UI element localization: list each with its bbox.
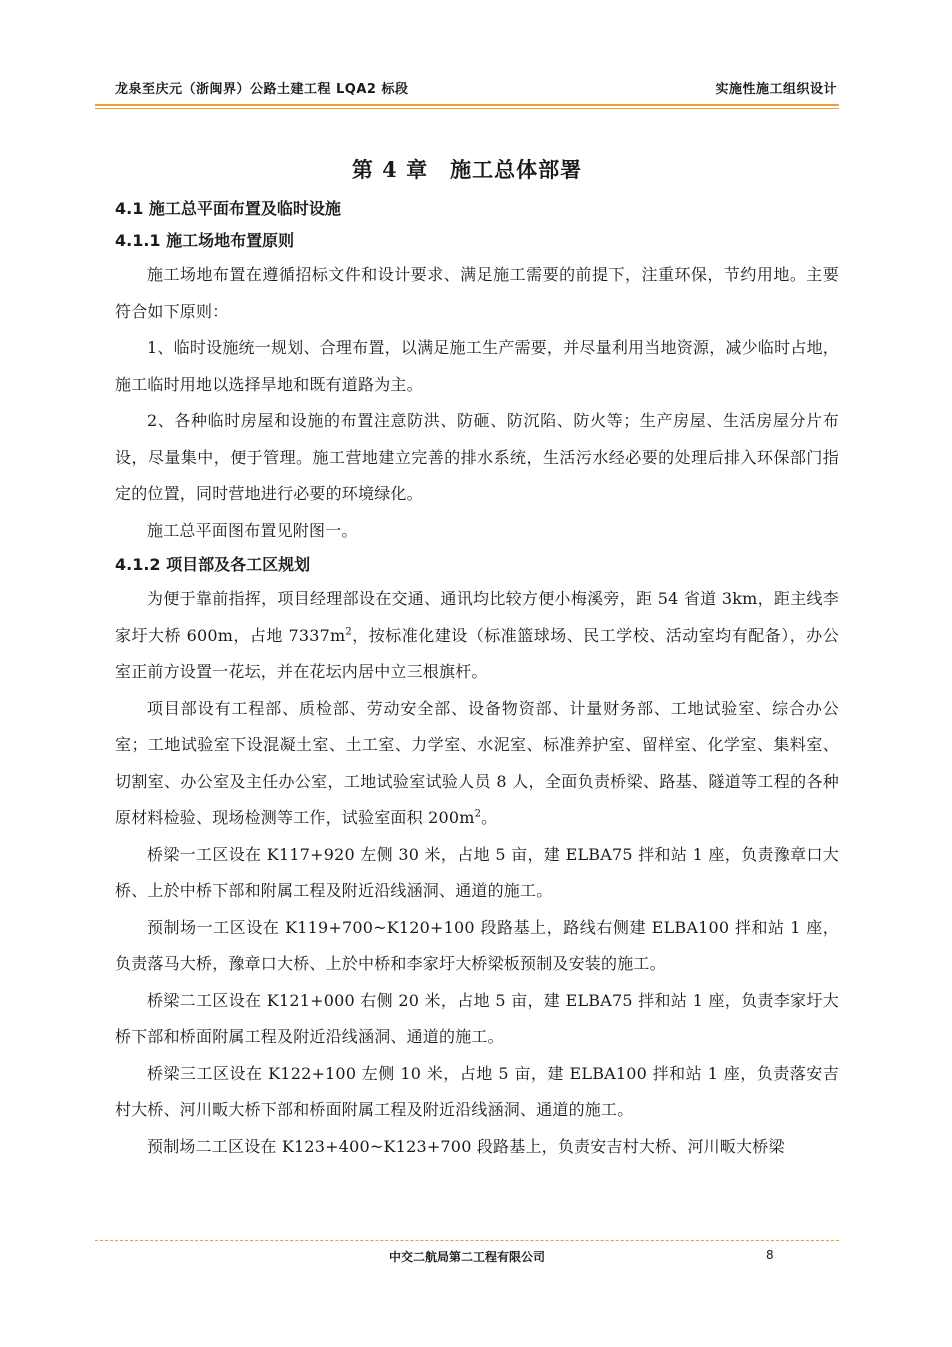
header-rule bbox=[95, 104, 839, 106]
paragraph: 预制场二工区设在 K123+400~K123+700 段路基上，负责安吉村大桥、河川畈大桥梁 bbox=[147, 1136, 785, 1156]
page-header bbox=[115, 76, 837, 100]
page-number: 8 bbox=[766, 1248, 774, 1262]
paragraph bbox=[115, 691, 839, 837]
paragraph-text: 为便于靠前指挥，项目经理部设在交通、通讯均比较方便小梅溪旁，距 54 省道 3km，距主线李家圩大桥 600m，占地 7337m bbox=[115, 589, 839, 645]
paragraph bbox=[115, 581, 839, 691]
paragraph: 施工总平面图布置见附图一。 bbox=[147, 520, 358, 540]
footer-company: 中交二航局第二工程有限公司 bbox=[388, 1250, 545, 1264]
document-body bbox=[115, 193, 839, 1165]
paragraph-text: 。 bbox=[481, 808, 498, 827]
paragraph: 桥梁二工区设在 K121+000 右侧 20 米，占地 5 亩，建 ELBA75 拌和站 1 座，负责李家圩大桥下部和桥面附属工程及附近沿线涵洞、通道的施工。 bbox=[115, 990, 839, 1046]
footer-rule bbox=[95, 1240, 839, 1241]
chapter-title: 第 4 章 施工总体部署 bbox=[351, 157, 583, 182]
paragraph: 1、临时设施统一规划、合理布置，以满足施工生产需要，并尽量利用当地资源，减少临时占地，施工临时用地以选择旱地和既有道路为主。 bbox=[115, 338, 839, 394]
paragraph: 桥梁三工区设在 K122+100 左侧 10 米，占地 5 亩，建 ELBA100 拌和站 1 座，负责落安吉村大桥、河川畈大桥下部和桥面附属工程及附近沿线涵洞、通道的施工。 bbox=[115, 1063, 839, 1119]
header-document-type: 实施性施工组织设计 bbox=[715, 82, 837, 97]
paragraph: 桥梁一工区设在 K117+920 左侧 30 米，占地 5 亩，建 ELBA75 拌和站 1 座，负责豫章口大桥、上於中桥下部和附属工程及附近沿线涵洞、通道的施工。 bbox=[115, 844, 839, 900]
section-heading-4-1-1: 4.1.1 施工场地布置原则 bbox=[115, 231, 295, 250]
header-rule-thin bbox=[95, 108, 839, 109]
section-heading-4-1-2: 4.1.2 项目部及各工区规划 bbox=[115, 555, 311, 574]
paragraph-text: ，按标准化建设（标准篮球场、民工学校、活动室均有配备），办公室正前方设置一花坛，并在花坛内居中立三根旗杆。 bbox=[115, 625, 839, 681]
paragraph: 2、各种临时房屋和设施的布置注意防洪、防砸、防沉陷、防火等；生产房屋、生活房屋分片布设，尽量集中，便于管理。施工营地建立完善的排水系统，生活污水经必要的处理后排入环保部门指定的位置，同时营地进行必要的环境绿化。 bbox=[115, 411, 839, 503]
paragraph-text: 项目部设有工程部、质检部、劳动安全部、设备物资部、计量财务部、工地试验室、综合办公室；工地试验室下设混凝土室、土工室、力学室、水泥室、标准养护室、留样室、化学室、集料室、切割室、办公室及主任办公室，工地试验室试验人员 8 人，全面负责桥梁、路基、隧道等工程的各种原材料检验、现场检测等工作，试验室面积 200m bbox=[115, 698, 839, 827]
page-footer bbox=[95, 1248, 839, 1268]
superscript: 2 bbox=[474, 808, 482, 820]
paragraph: 施工场地布置在遵循招标文件和设计要求、满足施工需要的前提下，注重环保，节约用地。主要符合如下原则： bbox=[115, 265, 839, 321]
superscript: 2 bbox=[345, 626, 352, 638]
header-project-title: 龙泉至庆元（浙闽界）公路土建工程 LQA2 标段 bbox=[115, 82, 409, 97]
paragraph: 预制场一工区设在 K119+700~K120+100 段路基上，路线右侧建 ELBA100 拌和站 1 座，负责落马大桥，豫章口大桥、上於中桥和李家圩大桥梁板预制及安装的施工。 bbox=[115, 917, 839, 973]
section-heading-4-1: 4.1 施工总平面布置及临时设施 bbox=[115, 199, 341, 218]
